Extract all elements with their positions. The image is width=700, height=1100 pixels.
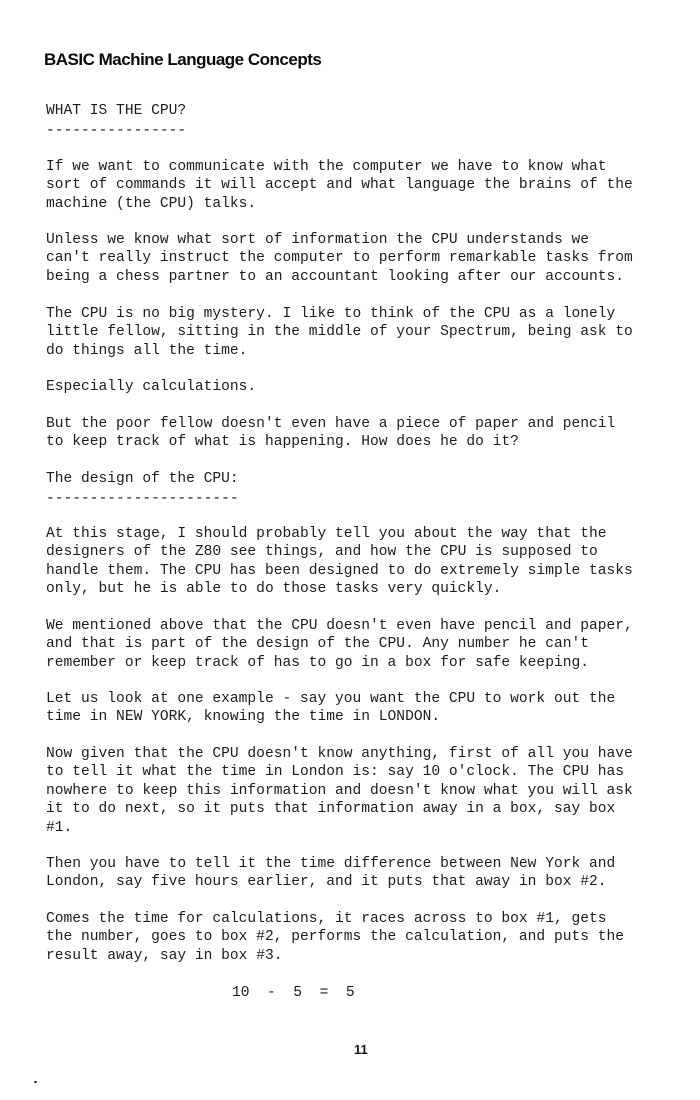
section-heading-what-is-cpu: WHAT IS THE CPU? [46,103,187,119]
section-heading-underline: ---------------- [46,123,187,139]
paragraph-1: If we want to communicate with the computer we have to know what sort of commands it will accept and what language the brains of the machine (the CPU) talks. [46,159,633,212]
paragraph-4: Especially calculations. [46,379,257,395]
paragraph-5: But the poor fellow doesn't even have a piece of paper and pencil to keep track of what is happening. How does he do it? [46,416,616,451]
paragraph-8: Let us look at one example - say you want the CPU to work out the time in NEW YORK, knowing the time in LONDON. [46,691,616,726]
section-heading-underline: ---------------------- [46,491,239,507]
paragraph-7: We mentioned above that the CPU doesn't even have pencil and paper, and that is part of the design of the CPU. Any number he can't remember or keep track of has to go in a box for safe keeping. [46,618,633,671]
equation: 10 - 5 = 5 [232,985,355,1001]
paragraph-3: The CPU is no big mystery. I like to think of the CPU as a lonely little fellow, sitting in the middle of your Spectrum, being ask to do things all the time. [46,306,633,359]
paragraph-2: Unless we know what sort of information the CPU understands we can't really instruct the computer to perform remarkable tasks from being a chess partner to an accountant looking after our accounts. [46,232,633,285]
page-number: 11 [354,1042,368,1057]
running-header: BASIC Machine Language Concepts [44,50,322,69]
section-heading-design: The design of the CPU: [46,471,239,487]
paragraph-11: Comes the time for calculations, it races across to box #1, gets the number, goes to box #2, performs the calculation, and puts the result away, say in box #3. [46,911,625,964]
scan-speck [34,1081,37,1083]
paragraph-9: Now given that the CPU doesn't know anything, first of all you have to tell it what the time in London is: say 10 o'clock. The CPU has nowhere to keep this information and doesn't know what you will ask it to do next, so it puts that information away in a box, say box #1. [46,746,633,836]
paragraph-6: At this stage, I should probably tell you about the way that the designers of the Z80 see things, and how the CPU is supposed to handle them. The CPU has been designed to do extremely simple tasks only, but he is able to do those tasks very quickly. [46,526,633,598]
paragraph-10: Then you have to tell it the time difference between New York and London, say five hours earlier, and it puts that away in box #2. [46,856,616,891]
